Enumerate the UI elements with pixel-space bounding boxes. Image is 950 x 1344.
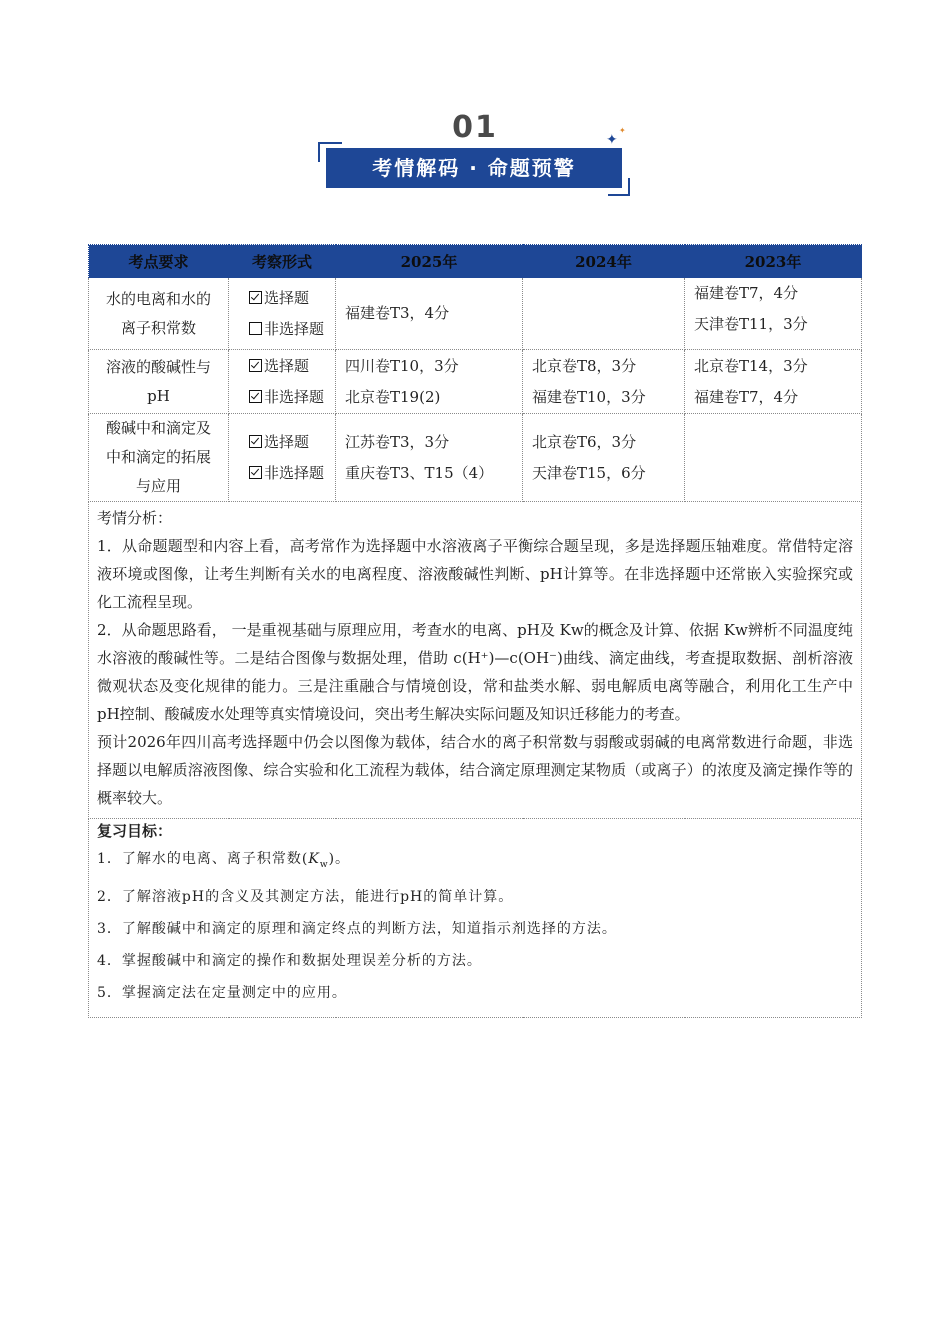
sparkle-icon: ✦	[619, 126, 626, 135]
goal-item: 5．掌握滴定法在定量测定中的应用。	[97, 984, 347, 1001]
table-row	[89, 278, 862, 350]
year-2023-cell: 福建卷T7，4分 天津卷T11，3分	[685, 278, 862, 350]
checkbox-checked-icon	[249, 390, 262, 403]
table-row	[89, 350, 862, 414]
form-option: 非选择题	[249, 458, 335, 489]
form-option: 非选择题	[249, 314, 335, 345]
year-2025-cell: 四川卷T10，3分 北京卷T19(2)	[336, 350, 523, 414]
goal-item: 2．了解溶液pH的含义及其测定方法，能进行pH的简单计算。	[97, 888, 514, 905]
sparkle-icon: ✦	[606, 132, 618, 148]
goals-cell	[89, 819, 862, 1018]
year-2024-cell: 北京卷T8，3分 福建卷T10，3分	[523, 350, 685, 414]
form-option: 非选择题	[249, 382, 335, 413]
checkbox-checked-icon	[249, 291, 262, 304]
form-option: 选择题	[249, 427, 335, 458]
year-2025-cell: 福建卷T3，4分	[336, 278, 523, 350]
checkbox-checked-icon	[249, 359, 262, 372]
checkbox-checked-icon	[249, 435, 262, 448]
checkbox-checked-icon	[249, 466, 262, 479]
form-cell	[229, 350, 336, 414]
table-row	[89, 414, 862, 502]
form-cell	[229, 414, 336, 502]
topic-cell: 酸碱中和滴定及 中和滴定的拓展 与应用	[89, 414, 229, 502]
column-header: 2023年	[685, 245, 862, 278]
goal-item: 3．了解酸碱中和滴定的原理和滴定终点的判断方法，知道指示剂选择的方法。	[97, 920, 617, 937]
column-header: 2024年	[523, 245, 685, 278]
year-2023-cell	[685, 414, 862, 502]
analysis-paragraph: 2．从命题思路看， 一是重视基础与原理应用，考查水的电离、pH及 Kw的概念及计算、依据 Kw辨析不同温度纯水溶液的酸碱性等。二是结合图像与数据处理，借助 c(H⁺)—c(OH⁻)曲线、滴定曲线，考查提取数据、剖析溶液微观状态及变化规律的能力。三是注重融合与情境创设，常和盐类水解、弱电解质电离等融合，利用化工生产中pH控制、酸碱废水处理等真实情境设问，突出考生解决实际问题及知识迁移能力的考查。	[97, 621, 853, 723]
form-option: 选择题	[249, 351, 335, 382]
column-header: 考察形式	[229, 245, 336, 278]
analysis-paragraph: 预计2026年四川高考选择题中仍会以图像为载体，结合水的离子积常数与弱酸或弱碱的电离常数进行命题，非选择题以电解质溶液图像、综合实验和化工流程为载体，结合滴定原理测定某物质（或离子）的浓度及滴定操作等的概率较大。	[97, 733, 853, 807]
topic-cell: 水的电离和水的 离子积常数	[89, 278, 229, 350]
analysis-cell	[89, 502, 862, 819]
year-2024-cell	[523, 278, 685, 350]
goals-title: 复习目标：	[97, 822, 173, 840]
topic-cell: 溶液的酸碱性与 pH	[89, 350, 229, 414]
analysis-paragraph: 1．从命题题型和内容上看，高考常作为选择题中水溶液离子平衡综合题呈现，多是选择题压轴难度。常借特定溶液环境或图像，让考生判断有关水的电离程度、溶液酸碱性判断、pH计算等。在非选择题中还常嵌入实验探究或化工流程呈现。	[97, 537, 853, 611]
column-header: 2025年	[336, 245, 523, 278]
year-2023-cell: 北京卷T14，3分 福建卷T7，4分	[685, 350, 862, 414]
section-header	[310, 108, 640, 203]
goal-item: 1．了解水的电离、离子积常数$(K_w)$。	[97, 851, 351, 870]
analysis-row	[89, 502, 862, 819]
analysis-title: 考情分析：	[97, 509, 173, 527]
goal-item: 4．掌握酸碱中和滴定的操作和数据处理误差分析的方法。	[97, 952, 482, 969]
column-header: 考点要求	[89, 245, 229, 278]
year-2025-cell: 江苏卷T3，3分 重庆卷T3、T15（4）	[336, 414, 523, 502]
table-header-row	[89, 245, 862, 278]
form-cell	[229, 278, 336, 350]
bracket-decoration	[608, 178, 630, 196]
form-option: 选择题	[249, 283, 335, 314]
checkbox-empty-icon	[249, 322, 262, 335]
section-number: 01	[452, 110, 498, 145]
exam-analysis-table	[88, 244, 862, 1018]
section-title: 考情解码 · 命题预警	[326, 148, 622, 188]
goals-row	[89, 819, 862, 1018]
year-2024-cell: 北京卷T6，3分 天津卷T15，6分	[523, 414, 685, 502]
